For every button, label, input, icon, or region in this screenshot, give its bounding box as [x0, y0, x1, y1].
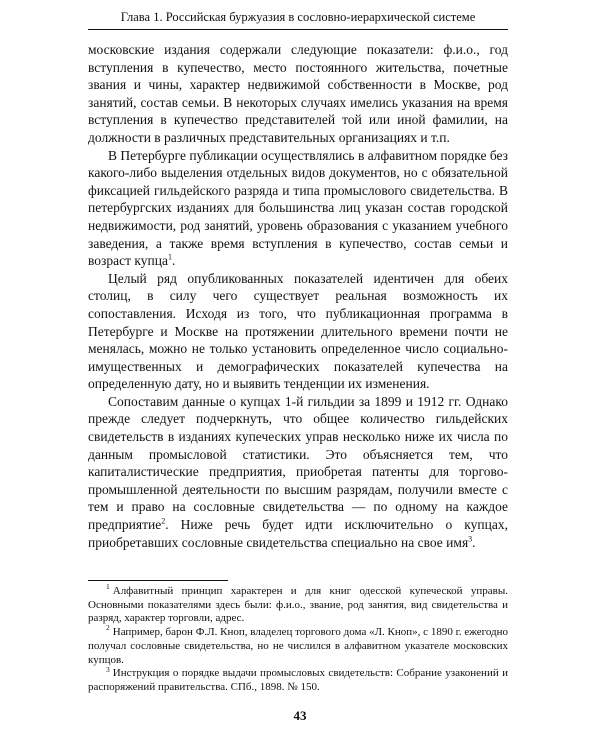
footnote-text: Например, барон Ф.Л. Кноп, владелец торгового дома «Л. Кноп», с 1890 г. ежегодно получал сословные свидетельства, но не числился в алфавитном указателе московских купцов.: [88, 626, 508, 666]
footnote: [88, 623, 508, 667]
footnote-number: 1: [106, 582, 110, 592]
main-text: [88, 41, 508, 551]
paragraph-text: Целый ряд опубликованных показателей идентичен для обеих столиц, в силу чего существует реальная возможность их сопоставления. Исходя из того, что публикационная программа в Петербурге и Москве на протяжении длительного времени почти не менялась, можно не только установить определенное число социально-имущественных и демографических показателей купечества на определенную дату, но и выявить тенденции их изменения.: [88, 270, 508, 392]
footnote: [88, 582, 508, 626]
header-rule: [88, 29, 508, 30]
paragraph: [88, 41, 508, 147]
footnote-number: 2: [106, 623, 110, 633]
paragraph-text: Сопоставим данные о купцах 1-й гильдии за 1899 и 1912 гг. Однако прежде следует подчеркнуть, что общее количество гильдейских свидетельств в изданиях купеческих управ несколько ниже их числа по данным промысловой статистики. Это объясняется тем, что капиталистические предприятия, приобретая патенты для торгово-промышленной деятельности по высшим разрядам, получили вместе с тем и право на сословные свидетельства — по одному на каждое предприятие: [88, 393, 508, 533]
running-header: Глава 1. Российская буржуазия в сословно-иерархической системе: [120, 10, 476, 24]
page-number: 43: [293, 708, 307, 723]
footnote-number: 3: [106, 664, 110, 674]
footnote-text: Алфавитный принцип характерен и для книг одесской купеческой управы. Основными показателями здесь были: ф.и.о., звание, род занятия, вид свидетельства и разряд, характер торговли, адрес.: [88, 585, 508, 625]
paragraph-text: московские издания содержали следующие показатели: ф.и.о., год вступления в купечество, место постоянного жительства, почетные звания и чины, характер недвижимой собственности в Москве, род занятий, состав семьи. В некоторых случаях имелись указания на время вступления в купечество представителей той или иной фамилии, на должности в различных представительных организациях и т.п.: [88, 42, 508, 145]
footnote-ref: 2: [161, 516, 166, 526]
paragraph-text: В Петербурге публикации осуществлялись в алфавитном порядке без какого-либо выделения отдельных видов документов, но с обязательной фиксацией гильдейского разряда и типа промыслового свидетельства. В петербургских изданиях для большинства лиц указан состав городской недвижимости, род занятий, уровень образования с указанием учебного заведения, а также время вступления в купечество, состав семьи и возраст купца: [88, 147, 508, 269]
footnotes: [88, 582, 508, 695]
footnote-text: Инструкция о порядке выдачи промысловых свидетельств: Собрание узаконений и распоряжений правительства. СПб., 1898. № 150.: [88, 667, 508, 693]
footnote: [88, 664, 508, 694]
footnote-ref: 3: [468, 534, 473, 544]
footnote-ref: 1: [167, 252, 172, 262]
footnote-rule: [88, 580, 228, 581]
paragraph: Сопоставим данные о купцах 1-й гильдии за 1899 и 1912 гг. Однако прежде следует подчеркнуть, что общее количество гильдейских свидетельств в изданиях купеческих управ несколько ниже их числа по данным промысловой статистики. Это объясняется тем, что капиталистические предприятия, приобретая патенты для торгово-промышленной деятельности по высшим разрядам, получили вместе с тем и право на сословные свидетельства — по одному на каждое предприятие$^2$. Ниже речь будет идти исключительно о купцах, приобретавших сословные свидетельства специально на свое имя$^3$.: [88, 393, 508, 550]
paragraph: В Петербурге публикации осуществлялись в алфавитном порядке без какого-либо выделения отдельных видов документов, но с обязательной фиксацией гильдейского разряда и типа промыслового свидетельства. В петербургских изданиях для большинства лиц указан состав городской недвижимости, род занятий, уровень образования с указанием учебного заведения, а также время вступления в купечество, состав семьи и возраст купца$^1$.: [88, 147, 508, 269]
paragraph: [88, 270, 508, 393]
paragraph-text: . Ниже речь будет идти исключительно о купцах, приобретавших сословные свидетельства специально на свое имя: [88, 517, 508, 550]
